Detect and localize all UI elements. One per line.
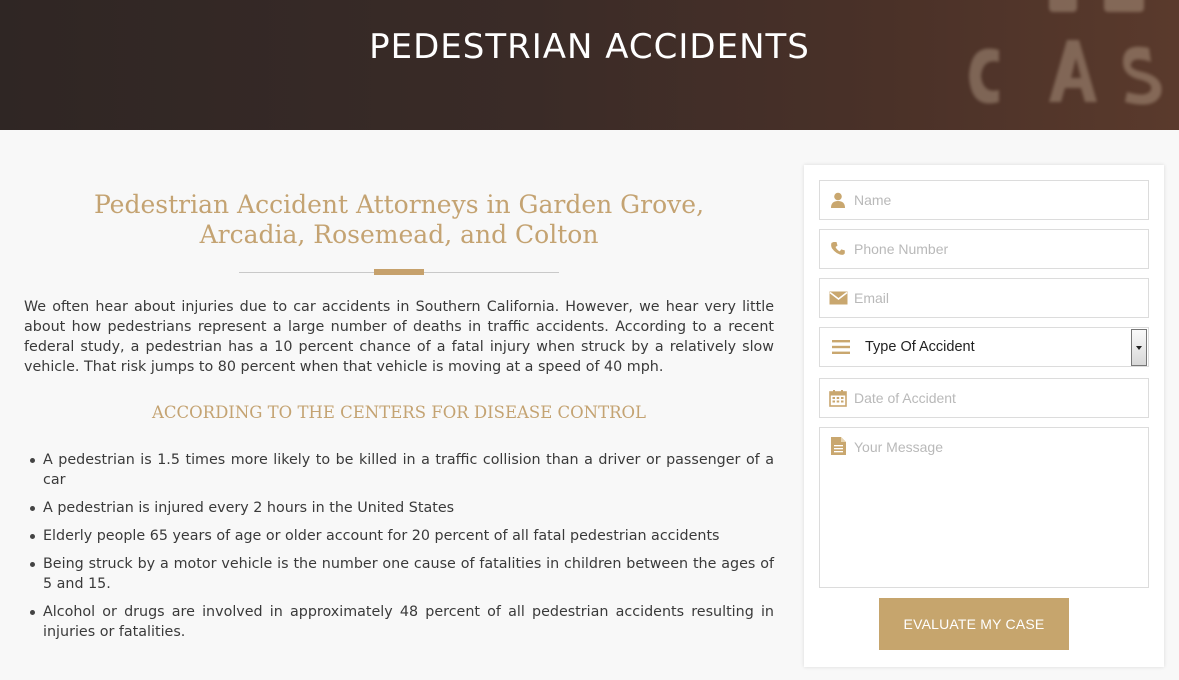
accident-type-value[interactable]: Type Of Accident [865,339,975,355]
date-input[interactable]: Date of Accident [854,390,956,406]
list-item: Elderly people 65 years of age or older account for 20 percent of all fatal pedestrian accidents [24,526,774,546]
bullet-icon [30,562,35,567]
message-field[interactable] [819,427,1149,588]
document-icon [820,428,854,455]
list-item: A pedestrian is injured every 2 hours in the United States [24,498,774,518]
section-heading: Pedestrian Accident Attorneys in Garden Grove, Arcadia, Rosemead, and Colton [93,190,705,249]
phone-input[interactable]: Phone Number [854,241,949,257]
bullet-icon [30,458,35,463]
calendar-icon [820,389,854,407]
bullet-icon [30,506,35,511]
date-field[interactable] [819,378,1149,418]
phone-icon [820,241,854,257]
user-icon [820,192,854,208]
chevron-down-icon[interactable] [1131,329,1147,366]
list-item: A pedestrian is 1.5 times more likely to be killed in a traffic collision than a driver or passenger of a car [24,450,774,490]
intro-paragraph: We often hear about injuries due to car accidents in Southern California. However, we hear very little about how pedestrians represent a large number of deaths in traffic accidents. According to a recent federal study, a pedestrian has a 10 percent chance of a fatal injury when struck by a relatively slow vehicle. That risk jumps to 80 percent when that vehicle is moving at a speed of 40 mph. [24,299,774,375]
heading-divider [239,269,559,277]
accident-type-select[interactable] [819,327,1149,367]
case-evaluation-form [804,165,1164,667]
main-content [24,190,774,650]
cdc-subheading: ACCORDING TO THE CENTERS FOR DISEASE CONTROL [151,403,647,422]
envelope-icon [820,291,854,305]
name-input[interactable]: Name [854,192,892,208]
email-field[interactable] [819,278,1149,318]
message-input[interactable]: Your Message [854,439,943,455]
facts-list [24,450,774,642]
evaluate-my-case-button[interactable]: EVALUATE MY CASE [879,598,1069,650]
menu-icon [820,340,860,354]
list-item: Being struck by a motor vehicle is the number one cause of fatalities in children between the ages of 5 and 15. [24,554,774,594]
list-item: Alcohol or drugs are involved in approximately 48 percent of all pedestrian accidents resulting in injuries or fatalities. [24,602,774,642]
page-title: PEDESTRIAN ACCIDENTS [369,27,810,67]
bullet-icon [30,534,35,539]
hero-banner [0,0,1179,130]
bullet-icon [30,610,35,615]
phone-field[interactable] [819,229,1149,269]
name-field[interactable] [819,180,1149,220]
email-input[interactable]: Email [854,290,890,306]
